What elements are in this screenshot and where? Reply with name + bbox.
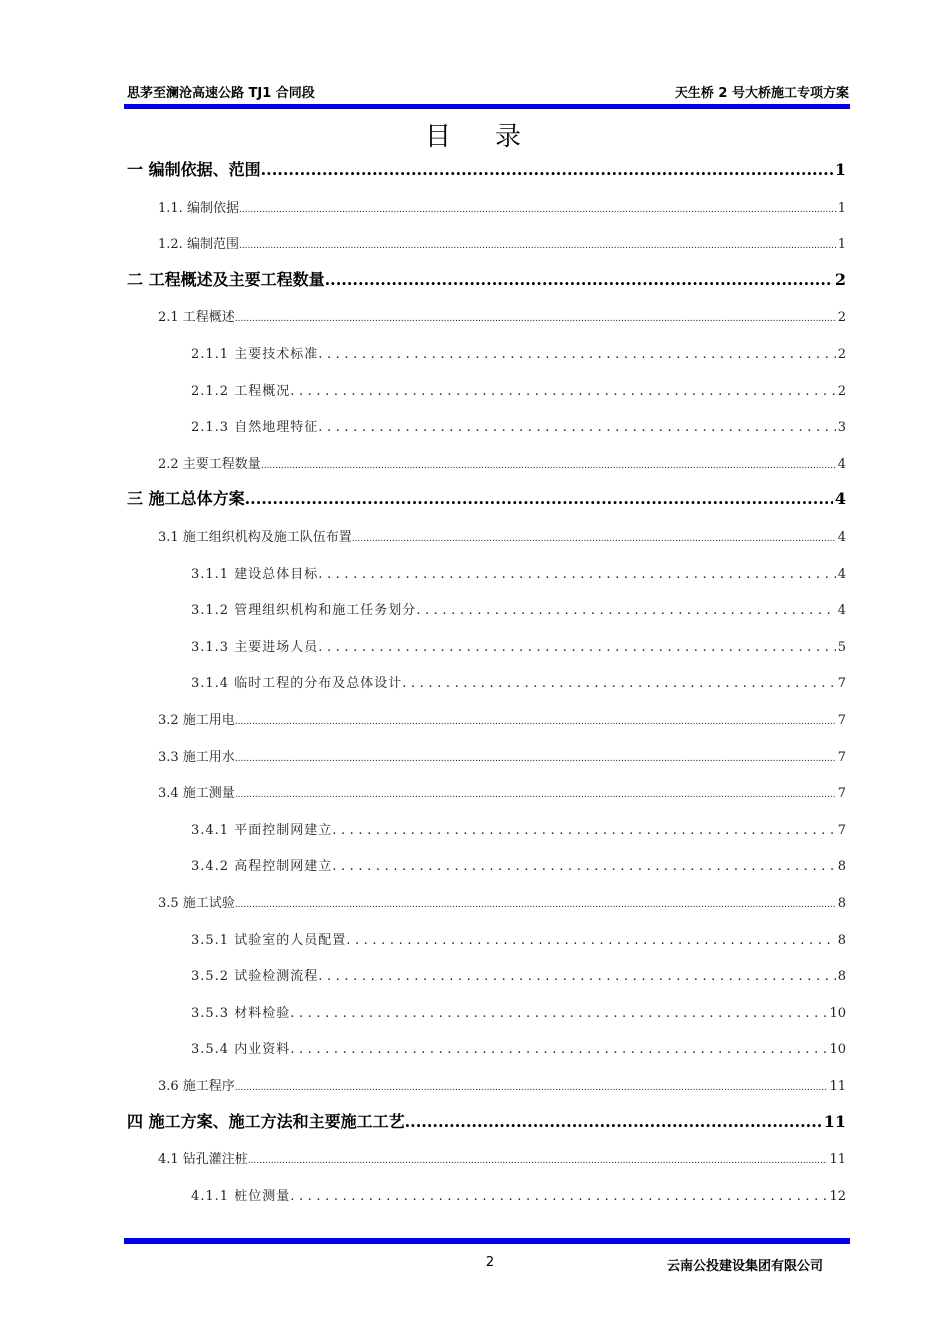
toc-entry-page: 4: [837, 530, 846, 545]
toc-entry-label: 2.1.1 主要技术标准: [191, 347, 319, 362]
toc-dot-leader: [318, 347, 836, 362]
toc-dot-leader: [332, 823, 836, 838]
toc-entry-label: 2.1.3 自然地理特征: [191, 420, 319, 436]
toc-dot-leader: [290, 1189, 827, 1204]
toc-dot-leader: [416, 603, 836, 618]
toc-entry-label: 3.5.2 试验检测流程: [191, 969, 319, 985]
toc-dot-leader: [235, 900, 836, 910]
toc-dot-leader: [318, 969, 836, 984]
toc-dot-leader: [290, 1042, 827, 1057]
toc-dot-leader: [405, 1112, 822, 1131]
toc-entry-level1[interactable]: [127, 486, 846, 509]
toc-entry-level3[interactable]: [191, 819, 846, 838]
toc-entry-page: 4: [837, 566, 846, 582]
toc-entry-page: 7: [837, 676, 846, 692]
toc-entry-level3[interactable]: [191, 929, 846, 948]
toc-entry-page: 1: [834, 160, 846, 179]
toc-entry-level3[interactable]: [191, 343, 846, 362]
toc-entry-label: 一 编制依据、范围: [127, 160, 261, 179]
header-project-name: 思茅至澜沧高速公路 TJ1 合同段: [127, 86, 315, 101]
toc-dot-leader: [235, 717, 836, 727]
toc-entry-label: 3.1.3 主要进场人员: [191, 639, 319, 655]
toc-entry-level3[interactable]: [191, 965, 846, 984]
toc-entry-page: 7: [837, 713, 846, 728]
toc-entry-page: 8: [837, 896, 846, 911]
toc-entry-level2[interactable]: [158, 709, 846, 728]
toc-entry-label: 3.2 施工用电: [158, 713, 235, 728]
toc-entry-page: 10: [829, 1042, 846, 1058]
toc-entry-label: 3.5.4 内业资料: [191, 1042, 291, 1058]
toc-entry-page: 1: [837, 237, 846, 253]
toc-entry-label: 3.1 施工组织机构及施工队伍布置: [158, 530, 352, 545]
toc-entry-label: 3.4 施工测量: [158, 786, 235, 802]
footer-rule: [124, 1238, 850, 1244]
toc-entry-level3[interactable]: [191, 1002, 846, 1021]
toc-entry-level2[interactable]: [158, 526, 846, 545]
toc-entry-label: 4.1.1 桩位测量: [191, 1188, 291, 1204]
toc-entry-level3[interactable]: [191, 380, 846, 399]
toc-entry-label: 3.1.4 临时工程的分布及总体设计: [191, 676, 403, 692]
toc-entry-label: 3.5 施工试验: [158, 896, 235, 911]
toc-entry-label: 2.1 工程概述: [158, 310, 235, 326]
toc-entry-level2[interactable]: [158, 892, 846, 911]
toc-entry-level3[interactable]: [191, 1038, 846, 1057]
toc-dot-leader: [248, 1156, 828, 1166]
toc-entry-label: 二 工程概述及主要工程数量: [127, 269, 325, 289]
toc-entry-level2[interactable]: [158, 746, 846, 765]
page-number: 2: [485, 1255, 495, 1270]
toc-entry-page: 11: [823, 1111, 846, 1131]
toc-entry-label: 3.1.2 管理组织机构和施工任务划分: [191, 603, 417, 619]
toc-dot-leader: [332, 859, 836, 874]
toc-entry-label: 3.5.1 试验室的人员配置: [191, 932, 347, 948]
toc-dot-leader: [235, 754, 836, 764]
toc-dot-leader: [290, 1006, 827, 1021]
header-document-name: 天生桥 2 号大桥施工专项方案: [674, 86, 849, 101]
toc-entry-page: 7: [837, 822, 846, 838]
toc-dot-leader: [235, 1083, 828, 1093]
toc-entry-level2[interactable]: [158, 233, 846, 252]
footer-organization: 云南公投建设集团有限公司: [666, 1259, 823, 1274]
toc-entry-label: 4.1 钻孔灌注桩: [158, 1152, 248, 1168]
toc-entry-page: 2: [837, 383, 846, 399]
toc-dot-leader: [402, 676, 836, 691]
toc-entry-label: 3.4.1 平面控制网建立: [191, 822, 333, 838]
toc-entry-label: 三 施工总体方案: [127, 489, 245, 509]
toc-entry-page: 11: [829, 1152, 846, 1168]
toc-entry-label: 1.2. 编制范围: [158, 237, 239, 253]
toc-entry-page: 7: [837, 749, 846, 765]
toc-entry-page: 2: [837, 347, 846, 362]
toc-dot-leader: [239, 205, 836, 215]
toc-entry-page: 4: [837, 603, 846, 619]
toc-entry-page: 4: [837, 456, 846, 472]
toc-entry-level3[interactable]: [191, 563, 846, 582]
toc-entry-level1[interactable]: [127, 267, 846, 290]
toc-entry-page: 8: [837, 932, 846, 948]
toc-entry-label: 2.2 主要工程数量: [158, 456, 261, 472]
toc-dot-leader: [318, 640, 836, 655]
toc-entry-label: 3.6 施工程序: [158, 1079, 235, 1094]
toc-entry-level3[interactable]: [191, 1185, 846, 1204]
toc-dot-leader: [239, 241, 836, 251]
toc-entry-label: 3.3 施工用水: [158, 749, 235, 765]
toc-entry-label: 3.4.2 高程控制网建立: [191, 859, 333, 875]
toc-entry-page: 1: [837, 200, 846, 216]
toc-title: 目录: [424, 122, 565, 152]
toc-entry-level1[interactable]: [127, 157, 846, 180]
toc-entry-label: 3.5.3 材料检验: [191, 1005, 291, 1021]
toc-entry-page: 4: [834, 489, 846, 509]
toc-entry-level3[interactable]: [191, 672, 846, 691]
toc-entry-page: 8: [837, 859, 846, 875]
toc-entry-level2[interactable]: [158, 1148, 846, 1167]
toc-dot-leader: [318, 567, 836, 582]
toc-entry-page: 7: [837, 786, 846, 802]
toc-entry-page: 12: [829, 1188, 846, 1204]
toc-dot-leader: [325, 270, 833, 289]
toc-entry-level2[interactable]: [158, 1075, 846, 1094]
toc-entry-label: 四 施工方案、施工方法和主要施工工艺: [127, 1111, 405, 1131]
toc-entry-level2[interactable]: [158, 306, 846, 325]
toc-entry-level3[interactable]: [191, 599, 846, 618]
toc-entry-level3[interactable]: [191, 636, 846, 655]
toc-entry-page: 3: [837, 420, 846, 436]
toc-entry-label: 3.1.1 建设总体目标: [191, 566, 319, 582]
toc-entry-page: 5: [837, 639, 846, 655]
toc-entry-page: 8: [837, 969, 846, 985]
toc-entry-page: 10: [829, 1005, 846, 1021]
toc-entry-page: 2: [837, 310, 846, 326]
toc-dot-leader: [261, 461, 836, 471]
toc-entry-level3[interactable]: [191, 416, 846, 435]
toc-entry-level2[interactable]: [158, 453, 846, 472]
toc-entry-label: 2.1.2 工程概况: [191, 383, 291, 399]
toc-dot-leader: [261, 160, 833, 179]
toc-entry-page: 2: [834, 269, 846, 289]
toc-entry-level3[interactable]: [191, 855, 846, 874]
toc-entry-page: 11: [829, 1079, 846, 1094]
toc-entry-level2[interactable]: [158, 197, 846, 216]
toc-dot-leader: [290, 384, 836, 399]
toc-entry-level1[interactable]: [127, 1109, 846, 1132]
toc-dot-leader: [235, 790, 836, 800]
toc-entry-label: 1.1. 编制依据: [158, 200, 239, 216]
toc-dot-leader: [352, 534, 836, 544]
toc-dot-leader: [235, 314, 836, 324]
toc-dot-leader: [318, 420, 836, 435]
toc-entry-level2[interactable]: [158, 782, 846, 801]
toc-dot-leader: [245, 489, 833, 508]
toc-dot-leader: [346, 933, 836, 948]
